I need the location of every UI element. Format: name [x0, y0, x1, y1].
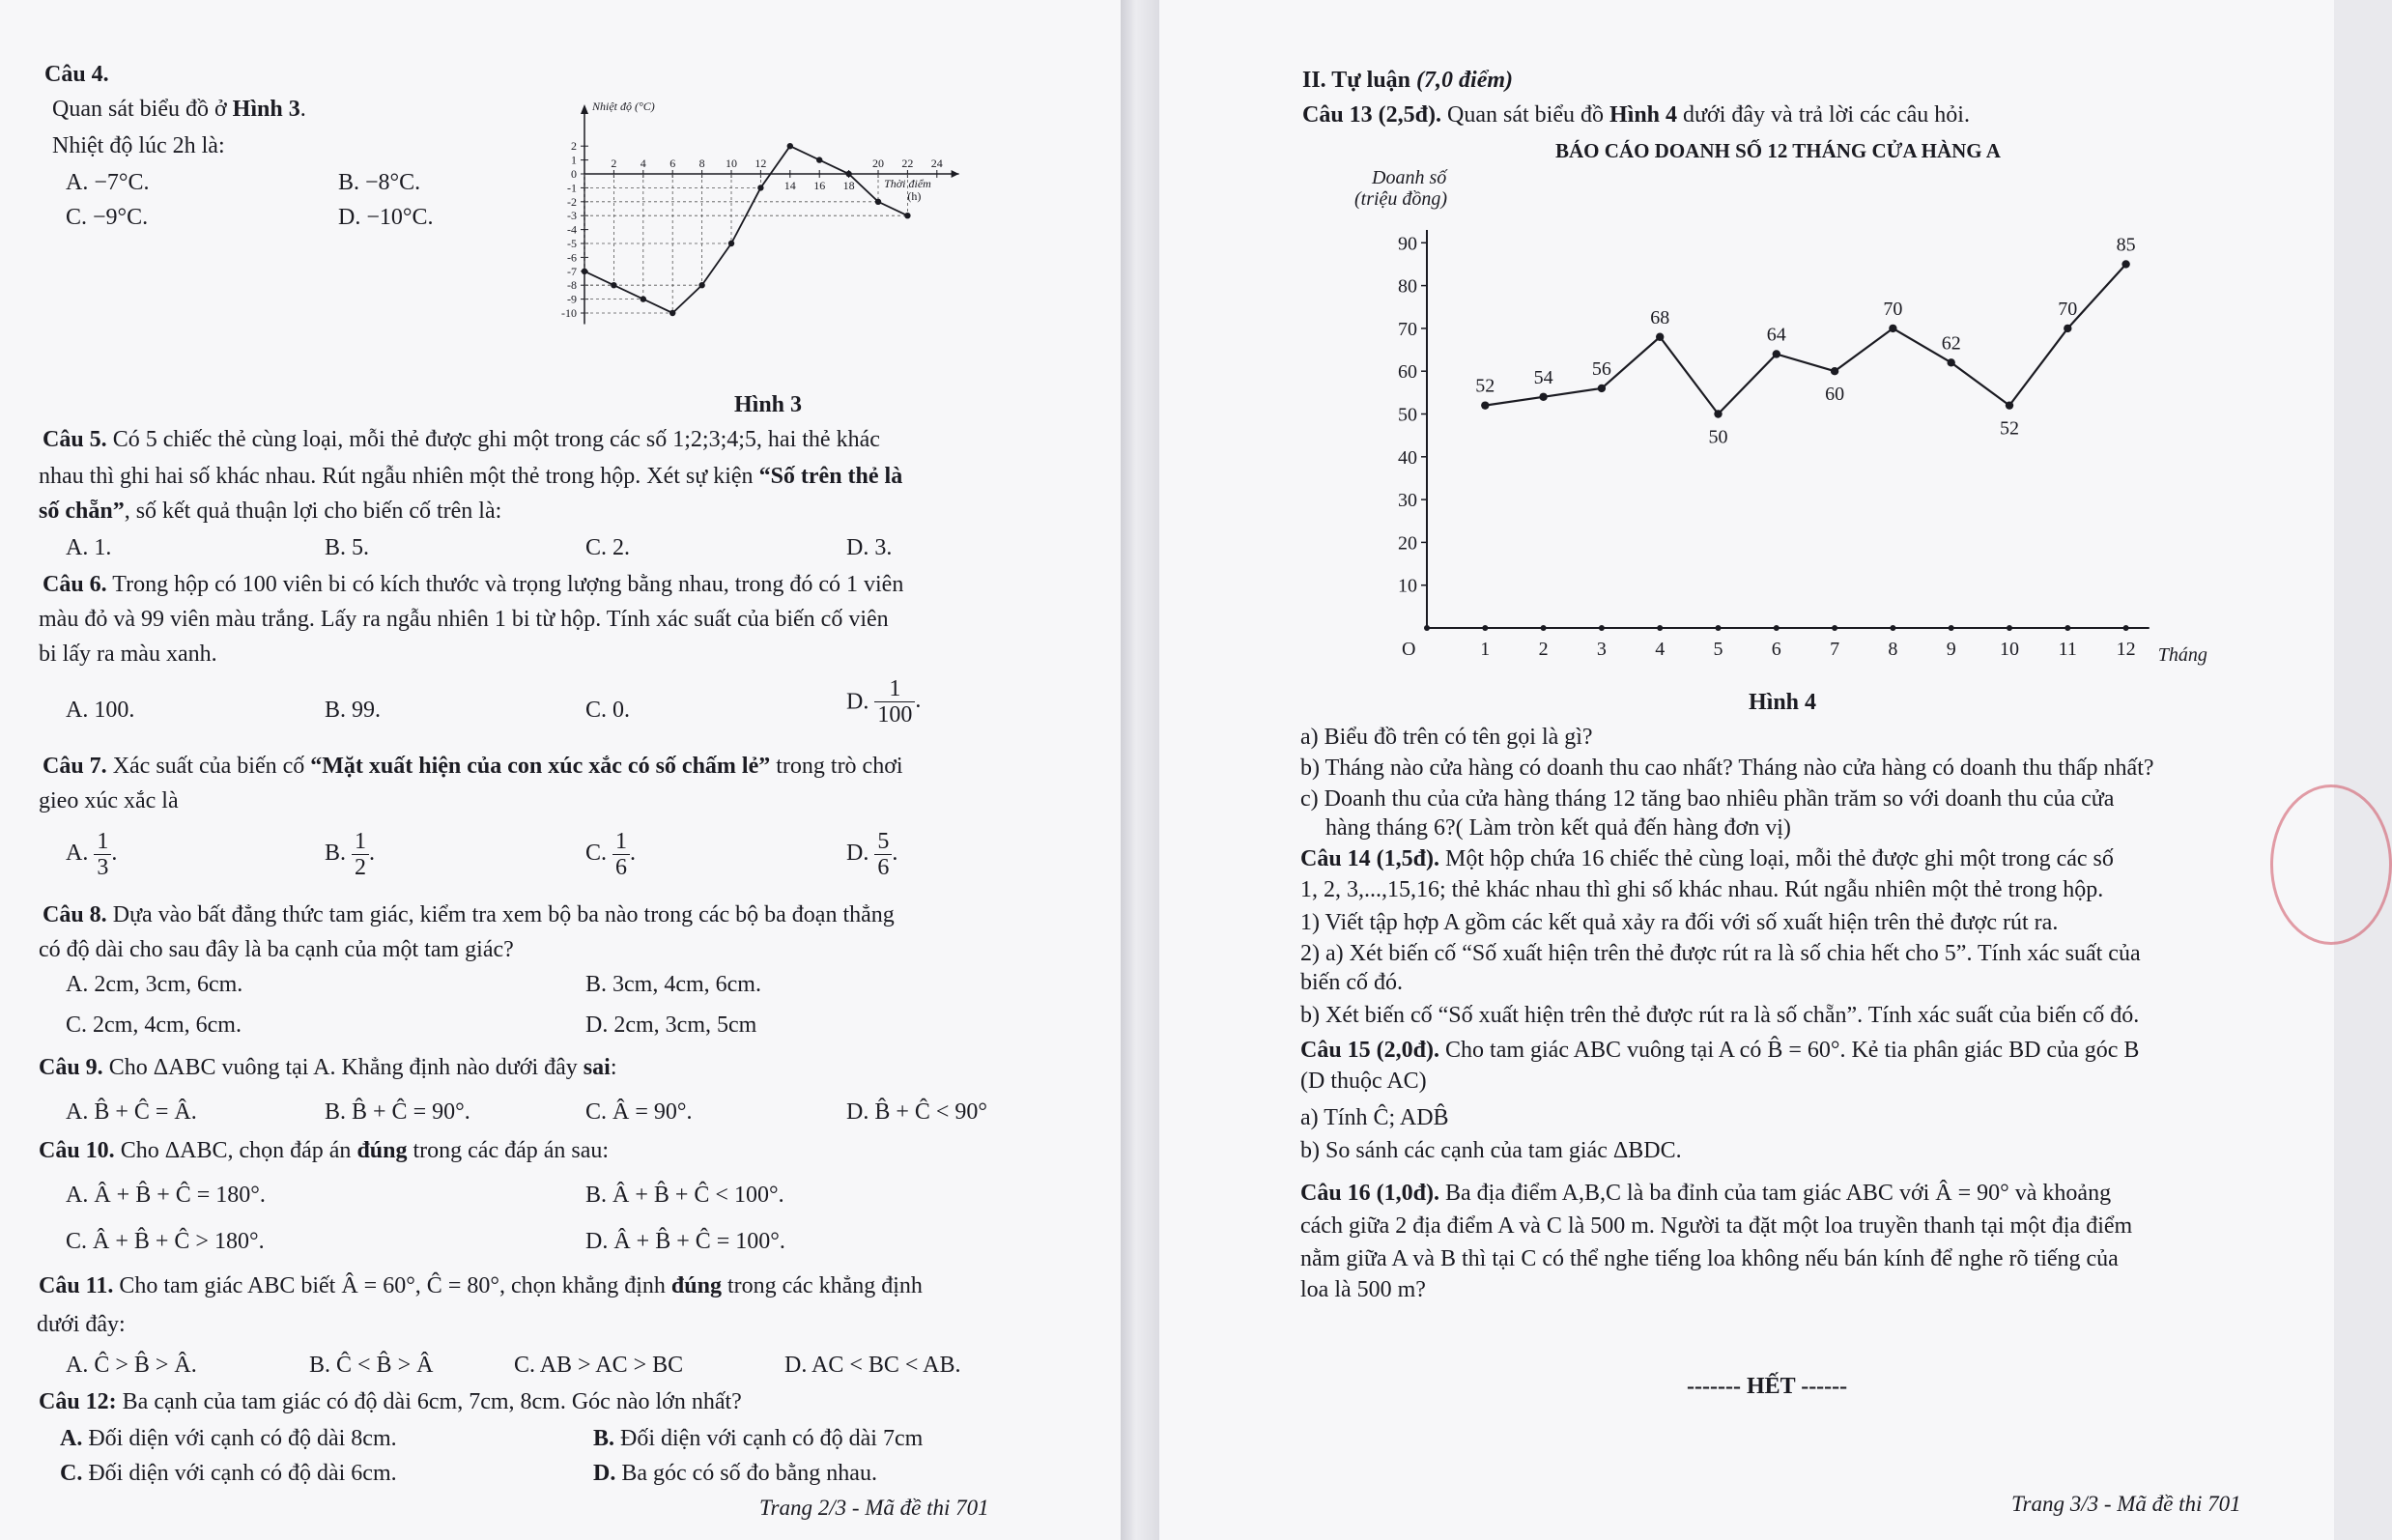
- data-point: [1539, 393, 1547, 401]
- data-point: [1656, 333, 1664, 341]
- temperature-line: [584, 146, 907, 313]
- y-tick-label: 90: [1398, 233, 1417, 255]
- y-tick-label: 2: [571, 139, 577, 154]
- data-label: 56: [1591, 357, 1611, 380]
- figure-4-caption: Hình 4: [1749, 690, 1817, 715]
- q5-line3: số chẵn”, số kết quả thuận lợi cho biến cố trên là:: [39, 499, 502, 524]
- q4-option-c[interactable]: C. −9°C.: [66, 205, 149, 230]
- y-tick-label: -10: [561, 306, 577, 320]
- data-label: 70: [1883, 298, 1903, 320]
- q7-option-d[interactable]: D. $\frac{5}{6}$ .: [846, 829, 898, 880]
- q12-line: Câu 12: Ba cạnh của tam giác có độ dài 6cm, 7cm, 8cm. Góc nào lớn nhất?: [39, 1389, 742, 1414]
- x-tick-label: 11: [2058, 639, 2077, 660]
- x-tick: [1657, 625, 1663, 631]
- x-tick: [1482, 625, 1488, 631]
- school-stamp: [2270, 784, 2392, 945]
- data-label: 52: [2000, 417, 2019, 440]
- x-tick-label: 20: [872, 157, 884, 170]
- q16-line4: loa là 500 m?: [1300, 1277, 1426, 1302]
- q7-option-b[interactable]: B. $\frac{1}{2}$ .: [325, 829, 376, 880]
- q10-option-b[interactable]: B. Â + B̂ + Ĉ < 100°.: [585, 1183, 784, 1208]
- x-tick-label: 10: [2000, 639, 2019, 660]
- q15-line1: Câu 15 (2,0đ). Cho tam giác ABC vuông tại A có B̂ = 60°. Kẻ tia phân giác BD của góc B: [1300, 1038, 2140, 1063]
- y-axis-label: Doanh số: [1372, 167, 1447, 188]
- x-tick-label: 24: [930, 157, 943, 170]
- data-point: [728, 241, 734, 246]
- x-tick-label: 2: [1538, 639, 1549, 660]
- data-point: [2064, 325, 2071, 332]
- x-tick: [1599, 625, 1605, 631]
- x-tick-label: 12: [2116, 639, 2136, 660]
- data-label: 85: [2116, 234, 2136, 256]
- q15-part-b: b) So sánh các cạnh của tam giác ΔBDC.: [1300, 1138, 1682, 1163]
- q11-option-d[interactable]: D. AC < BC < AB.: [784, 1353, 961, 1378]
- q8-option-a[interactable]: A. 2cm, 3cm, 6cm.: [66, 972, 243, 997]
- x-tick-label: 1: [1480, 639, 1491, 660]
- data-point: [787, 143, 793, 149]
- x-axis-arrow: [952, 170, 959, 178]
- data-point: [641, 296, 646, 301]
- q6-line1: Câu 6. Trong hộp có 100 viên bi có kích thước và trọng lượng bằng nhau, trong đó có 1 viên: [43, 572, 904, 597]
- x-tick-label: 9: [1946, 639, 1956, 660]
- data-point: [611, 282, 616, 288]
- q4-line2: Nhiệt độ lúc 2h là:: [52, 133, 225, 158]
- sales-chart: [1353, 166, 2207, 678]
- data-point: [1773, 350, 1780, 357]
- y-tick-label: -5: [567, 237, 577, 250]
- q15-line2: (D thuộc AC): [1300, 1069, 1427, 1094]
- data-label: 50: [1708, 426, 1728, 448]
- q7-line2: gieo xúc xắc là: [39, 788, 179, 813]
- q14-part-1: 1) Viết tập hợp A gồm các kết quả xảy ra đối với số xuất hiện trên thẻ được rút ra.: [1300, 910, 2059, 935]
- q10-option-c[interactable]: C. Â + B̂ + Ĉ > 180°.: [66, 1229, 265, 1254]
- q5-option-d[interactable]: D. 3.: [846, 535, 893, 560]
- x-tick: [2123, 625, 2129, 631]
- data-point: [1598, 385, 1606, 392]
- y-axis-label: Nhiệt độ (°C): [592, 100, 655, 113]
- y-tick-label: 0: [571, 167, 577, 181]
- page-footer-left: Trang 2/3 - Mã đề thi 701: [759, 1496, 989, 1520]
- q5-option-a[interactable]: A. 1.: [66, 535, 112, 560]
- data-point: [816, 157, 822, 162]
- x-tick-label: 8: [698, 157, 705, 170]
- x-tick-label: 2: [611, 157, 617, 170]
- q12-option-b[interactable]: B. Đối diện với cạnh có độ dài 7cm: [593, 1426, 924, 1451]
- exam-page-3: [1159, 0, 2334, 1540]
- origin-point: [1424, 625, 1430, 631]
- y-tick-label: 60: [1398, 361, 1417, 384]
- q6-option-c[interactable]: C. 0.: [585, 698, 631, 723]
- origin-label: O: [1402, 639, 1416, 660]
- data-label: 64: [1766, 324, 1786, 346]
- q7-line1: Câu 7. Xác suất của biến cố “Mặt xuất hiện của con xúc xắc có số chấm lẻ” trong trò chơi: [43, 754, 903, 779]
- y-tick-label: -2: [567, 194, 577, 209]
- y-tick-label: 10: [1398, 575, 1417, 597]
- q14-part-2a: 2) a) Xét biến cố “Số xuất hiện trên thẻ được rút ra là số chia hết cho 5”. Tính xác suất của: [1300, 941, 2141, 966]
- x-tick: [1949, 625, 1954, 631]
- y-tick-label: 20: [1398, 532, 1417, 555]
- data-point: [1889, 325, 1896, 332]
- q10-option-d[interactable]: D. Â + B̂ + Ĉ = 100°.: [585, 1229, 785, 1254]
- q11-option-c[interactable]: C. AB > AC > BC: [514, 1353, 684, 1378]
- q11-option-b[interactable]: B. Ĉ < B̂ > Â: [309, 1353, 434, 1378]
- x-tick-label: 4: [1655, 639, 1666, 660]
- q14-line2: 1, 2, 3,...,15,16; thẻ khác nhau thì ghi số khác nhau. Rút ngẫu nhiên một thẻ trong hộp.: [1300, 877, 2104, 902]
- y-tick-label: -3: [567, 209, 577, 223]
- y-tick-label: -8: [567, 278, 577, 293]
- q13-part-c-line2: hàng tháng 6?( Làm tròn kết quả đến hàng đơn vị): [1325, 815, 1791, 841]
- q7-option-c[interactable]: C. $\frac{1}{6}$ .: [585, 829, 637, 880]
- q5-option-b[interactable]: B. 5.: [325, 535, 370, 560]
- q4-title: Câu 4.: [44, 62, 109, 87]
- y-tick-label: -6: [567, 250, 577, 265]
- x-tick: [2065, 625, 2070, 631]
- q8-option-c[interactable]: C. 2cm, 4cm, 6cm.: [66, 1012, 242, 1038]
- x-tick: [1774, 625, 1780, 631]
- x-tick-label: 10: [726, 157, 737, 170]
- q12-option-d[interactable]: D. Ba góc có số đo bằng nhau.: [593, 1461, 877, 1486]
- figure-3-caption: Hình 3: [734, 392, 803, 417]
- data-label: 54: [1533, 366, 1553, 388]
- q8-option-b[interactable]: B. 3cm, 4cm, 6cm.: [585, 972, 761, 997]
- data-point: [669, 310, 675, 316]
- x-tick-label: 16: [813, 179, 826, 192]
- data-label: 68: [1650, 306, 1670, 328]
- q6-option-a[interactable]: A. 100.: [66, 698, 135, 723]
- q11-line1: Câu 11. Cho tam giác ABC biết Â = 60°, Ĉ = 80°, chọn khẳng định đúng trong các khẳng định: [39, 1273, 923, 1298]
- q6-line3: bi lấy ra màu xanh.: [39, 642, 217, 667]
- page-footer-right: Trang 3/3 - Mã đề thi 701: [2011, 1492, 2241, 1516]
- y-tick-label: 1: [571, 153, 577, 167]
- q10-option-a[interactable]: A. Â + B̂ + Ĉ = 180°.: [66, 1183, 266, 1208]
- x-tick: [2007, 625, 2012, 631]
- data-label: 70: [2058, 298, 2078, 320]
- data-point: [698, 282, 704, 288]
- q6-line2: màu đỏ và 99 viên màu trắng. Lấy ra ngẫu nhiên 1 bi từ hộp. Tính xác suất của biến cố viên: [39, 607, 889, 632]
- q9-option-b[interactable]: B. B̂ + Ĉ = 90°.: [325, 1099, 470, 1125]
- x-tick-label: 8: [1888, 639, 1898, 660]
- data-point: [582, 269, 587, 274]
- x-tick-label: 5: [1713, 639, 1723, 660]
- q4-option-d[interactable]: D. −10°C.: [338, 205, 434, 230]
- data-point: [1714, 410, 1722, 417]
- q5-option-c[interactable]: C. 2.: [585, 535, 631, 560]
- q14-part-2b: b) Xét biến cố “Số xuất hiện trên thẻ được rút ra là số chẵn”. Tính xác suất của biến cố đó.: [1300, 1003, 2140, 1028]
- y-tick-label: -4: [567, 222, 577, 237]
- q13-intro: Câu 13 (2,5đ). Quan sát biểu đồ Hình 4 dưới đây và trả lời các câu hỏi.: [1302, 102, 1970, 128]
- q6-option-d[interactable]: D. $\frac{1}{100}$ .: [846, 676, 922, 727]
- data-point: [1831, 367, 1838, 375]
- q5-line1: Câu 5. Có 5 chiếc thẻ cùng loại, mỗi thẻ được ghi một trong các số 1;2;3;4;5, hai thẻ khác: [43, 427, 880, 452]
- x-tick-label: 3: [1596, 639, 1607, 660]
- q6-option-b[interactable]: B. 99.: [325, 698, 382, 723]
- q16-line2: cách giữa 2 địa điểm A và C là 500 m. Người ta đặt một loa truyền thanh tại một địa điểm: [1300, 1213, 2133, 1239]
- x-tick-label: 4: [640, 157, 646, 170]
- q9-option-a[interactable]: A. B̂ + Ĉ = Â.: [66, 1099, 197, 1125]
- temperature-chart: [541, 97, 1024, 382]
- q8-line2: có độ dài cho sau đây là ba cạnh của một tam giác?: [39, 937, 514, 962]
- x-axis-unit: (h): [907, 189, 922, 203]
- q10-line: Câu 10. Cho ΔABC, chọn đáp án đúng trong các đáp án sau:: [39, 1138, 610, 1163]
- data-label: 62: [1941, 332, 1961, 355]
- x-tick-label: 6: [1771, 639, 1781, 660]
- x-tick-label: 22: [901, 157, 914, 170]
- q14-part-2a-cont: biến cố đó.: [1300, 970, 1403, 995]
- page-gutter: [1121, 0, 1159, 1540]
- q13-part-b: b) Tháng nào cửa hàng có doanh thu cao nhất? Tháng nào cửa hàng có doanh thu thấp nhất?: [1300, 756, 2154, 781]
- y-tick-label: 40: [1398, 446, 1417, 469]
- data-label: 52: [1475, 375, 1495, 397]
- chart-4-title: BÁO CÁO DOANH SỐ 12 THÁNG CỬA HÀNG A: [1555, 139, 2001, 162]
- data-label: 60: [1825, 384, 1845, 406]
- x-tick: [1716, 625, 1722, 631]
- q12-option-a[interactable]: A. Đối diện với cạnh có độ dài 8cm.: [60, 1426, 397, 1451]
- q4-line1: Quan sát biểu đồ ở Hình 3.: [52, 97, 306, 122]
- q13-part-c: c) Doanh thu của cửa hàng tháng 12 tăng bao nhiêu phần trăm so với doanh thu của cửa: [1300, 786, 2115, 812]
- data-point: [757, 185, 763, 190]
- x-tick: [1890, 625, 1895, 631]
- y-tick-label: 80: [1398, 275, 1417, 298]
- x-axis-label: Thời điểm: [884, 177, 931, 190]
- y-tick-label: -7: [567, 264, 577, 278]
- q9-line: Câu 9. Cho ΔABC vuông tại A. Khẳng định nào dưới đây sai:: [39, 1055, 617, 1080]
- y-tick-label: -9: [567, 292, 577, 306]
- data-point: [2121, 260, 2129, 268]
- q13-part-a: a) Biểu đồ trên có tên gọi là gì?: [1300, 725, 1593, 750]
- x-tick: [1832, 625, 1837, 631]
- q16-line3: nằm giữa A và B thì tại C có thể nghe tiếng loa không nếu bán kính để nghe rõ tiếng của: [1300, 1246, 2119, 1271]
- q12-option-c[interactable]: C. Đối diện với cạnh có độ dài 6cm.: [60, 1461, 397, 1486]
- q5-line2: nhau thì ghi hai số khác nhau. Rút ngẫu nhiên một thẻ trong hộp. Xét sự kiện “Số trên thẻ là: [39, 464, 903, 489]
- q8-option-d[interactable]: D. 2cm, 3cm, 5cm: [585, 1012, 757, 1038]
- q4-option-a[interactable]: A. −7°C.: [66, 170, 150, 195]
- x-tick-label: 14: [783, 179, 796, 192]
- y-tick-label: -1: [567, 181, 577, 195]
- x-tick-label: 18: [842, 179, 855, 192]
- y-tick-label: 30: [1398, 490, 1417, 512]
- x-axis-label: Tháng: [2157, 644, 2207, 666]
- q16-line1: Câu 16 (1,0đ). Ba địa điểm A,B,C là ba đỉnh của tam giác ABC với Â = 90° và khoảng: [1300, 1181, 2112, 1206]
- q11-line2: dưới đây:: [37, 1312, 126, 1337]
- end-mark: ------- HẾT ------: [1687, 1374, 1848, 1399]
- data-point: [1948, 358, 1955, 366]
- q4-option-b[interactable]: B. −8°C.: [338, 170, 421, 195]
- x-tick-label: 7: [1830, 639, 1840, 660]
- x-tick: [1541, 625, 1547, 631]
- data-point: [845, 171, 851, 177]
- q14-line1: Câu 14 (1,5đ). Một hộp chứa 16 chiếc thẻ cùng loại, mỗi thẻ được ghi một trong các số: [1300, 846, 2114, 871]
- sales-line: [1485, 264, 2125, 414]
- section-title: II. Tự luận (7,0 điểm): [1302, 68, 1514, 93]
- y-axis-unit: (triệu đồng): [1354, 188, 1448, 210]
- q11-option-a[interactable]: A. Ĉ > B̂ > Â.: [66, 1353, 197, 1378]
- q9-option-c[interactable]: C. Â = 90°.: [585, 1099, 693, 1125]
- x-tick-label: 12: [755, 157, 767, 170]
- y-tick-label: 50: [1398, 404, 1417, 426]
- data-point: [904, 213, 910, 218]
- data-point: [2006, 401, 2013, 409]
- q8-line1: Câu 8. Dựa vào bất đẳng thức tam giác, kiểm tra xem bộ ba nào trong các bộ ba đoạn thẳng: [43, 902, 895, 927]
- q9-option-d[interactable]: D. B̂ + Ĉ < 90°: [846, 1099, 988, 1125]
- q15-part-a: a) Tính Ĉ; ADB̂: [1300, 1105, 1449, 1130]
- y-axis-arrow: [581, 104, 588, 114]
- q7-option-a[interactable]: A. $\frac{1}{3}$ .: [66, 829, 118, 880]
- exam-page-2: [0, 0, 1121, 1540]
- x-tick-label: 6: [669, 157, 676, 170]
- data-point: [875, 199, 881, 205]
- data-point: [1481, 401, 1489, 409]
- y-tick-label: 70: [1398, 318, 1417, 340]
